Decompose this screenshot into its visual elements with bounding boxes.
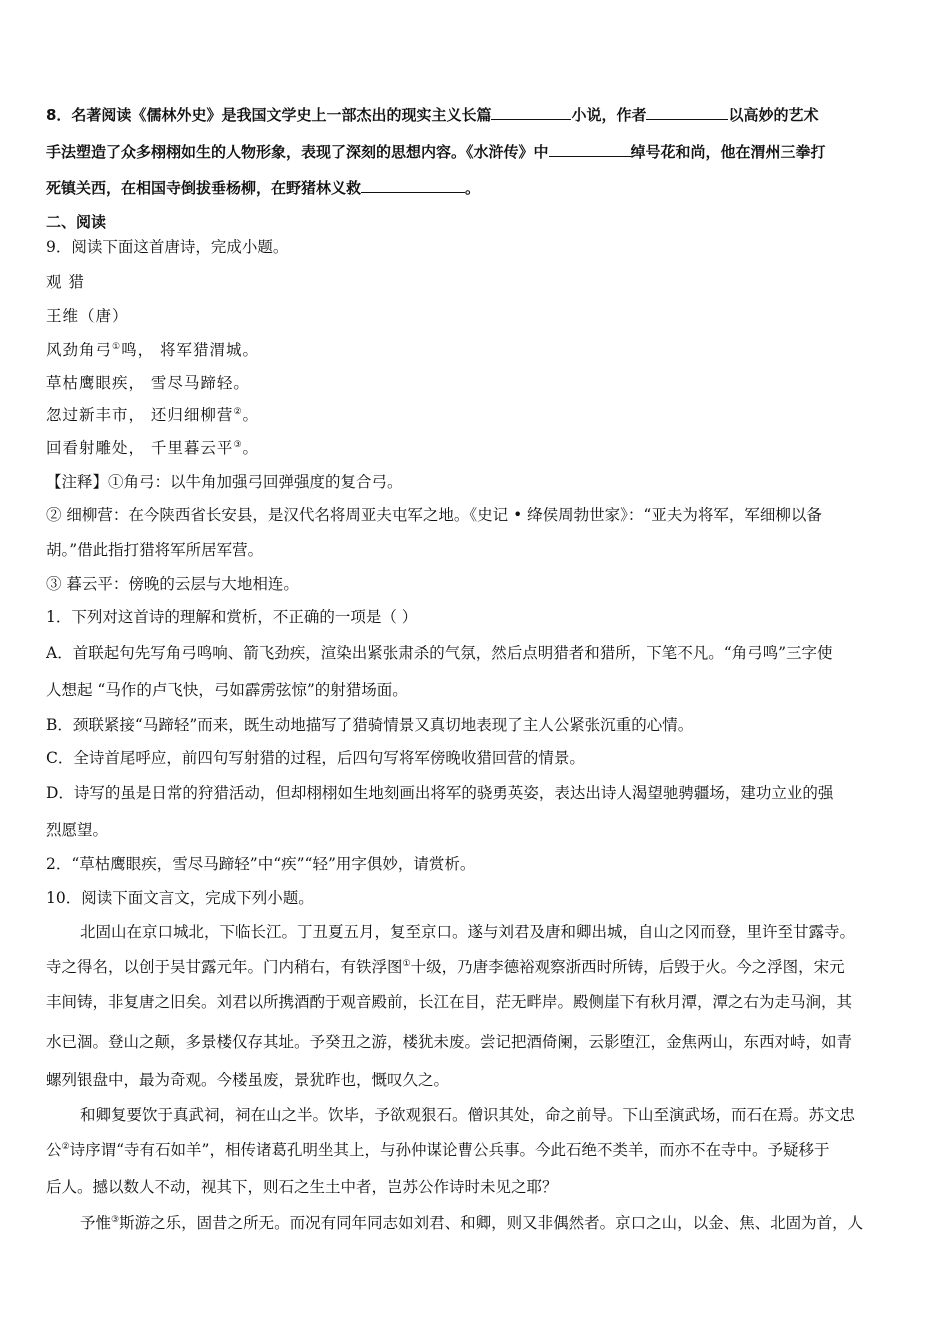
q8-text: 小说，作者 xyxy=(571,106,647,124)
q10-intro: 10．阅读下面文言文，完成下列小题。 xyxy=(46,889,314,907)
reading-text: 斯游之乐，固昔之所无。而况有同年同志如刘君、和卿，则又非偶然者。京口之山，以金、焦、北固为首，人 xyxy=(119,1214,864,1232)
reading-line: 螺列银盘中，最为奇观。今楼虽废，景犹昨也，慨叹久之。 xyxy=(46,1071,450,1089)
note-3: ③ 暮云平：傍晚的云层与大地相连。 xyxy=(46,575,299,593)
answer-blank[interactable] xyxy=(491,105,571,120)
option-a: A．首联起句先写角弓鸣响、箭飞劲疾，渲染出紧张肃杀的气氛，然后点明猎者和猎所，下笔不凡。“角弓鸣”三字使 xyxy=(46,644,833,662)
reading-line: 北固山在京口城北，下临长江。丁丑夏五月，复至京口。遂与刘君及唐和卿出城，自山之冈而登，里许至甘露寺。 xyxy=(80,923,856,941)
poem-line-2: 草枯鹰眼疾， 雪尽马蹄轻。 xyxy=(46,374,250,392)
reading-line xyxy=(46,1138,906,1160)
reading-line: 丰间铸，非复唐之旧矣。刘君以所携酒酌于观音殿前，长江在目，茫无畔岸。殿侧崖下有秋月潭，潭之右为走马涧，其 xyxy=(46,993,853,1011)
poem-author: 王维（唐） xyxy=(46,307,129,325)
q9-intro: 9．阅读下面这首唐诗，完成小题。 xyxy=(46,238,289,256)
answer-blank[interactable] xyxy=(361,178,465,193)
q8-line-1 xyxy=(46,104,906,125)
reading-text: 公 xyxy=(46,1141,62,1159)
q8-text: 手法塑造了众多栩栩如生的人物形象，表现了深刻的思想内容。《水浒传》中 xyxy=(46,143,549,161)
reading-line: 水已涸。登山之颠，多景楼仅存其址。予癸丑之游，楼犹未废。尝记把酒倚阑，云影堕江，金焦两山，东西对峙，如青 xyxy=(46,1033,853,1051)
subquestion-1: 1．下列对这首诗的理解和赏析，不正确的一项是（ ） xyxy=(46,608,418,626)
note-1: 【注释】①角弓：以牛角加强弓回弹强度的复合弓。 xyxy=(46,473,403,491)
poem-line-3 xyxy=(46,403,906,425)
answer-blank[interactable] xyxy=(646,105,728,120)
reading-line xyxy=(80,1211,906,1233)
option-c: C．全诗首尾呼应，前四句写射猎的过程，后四句写将军傍晚收猎回营的情景。 xyxy=(46,749,585,767)
footnote-mark: ③ xyxy=(233,439,243,450)
poem-title: 观 猎 xyxy=(46,273,85,291)
q8-line-2 xyxy=(46,141,906,162)
q8-line-3 xyxy=(46,177,906,198)
reading-line: 和卿复要饮于真武祠，祠在山之半。饮毕，予欲观狠石。僧识其处，命之前导。下山至演武场，而石在焉。苏文忠 xyxy=(80,1106,856,1124)
option-b: B．颈联紧接“马蹄轻”而来，既生动地描写了猎骑情景又真切地表现了主人公紧张沉重的心情。 xyxy=(46,716,694,734)
poem-line-1 xyxy=(46,338,906,360)
poem-text: 忽过新丰市， 还归细柳营 xyxy=(46,406,234,424)
footnote-mark: ② xyxy=(233,406,243,417)
q8-text: 绰号花和尚，他在渭州三拳打 xyxy=(630,143,826,161)
poem-text: 鸣， 将军猎渭城。 xyxy=(121,341,260,359)
option-a-cont: 人想起 “马作的卢飞快，弓如霹雳弦惊”的射猎场面。 xyxy=(46,681,408,699)
q8-text: 以高妙的艺术 xyxy=(728,106,819,124)
q8-text: 8．名著阅读《儒林外史》是我国文学史上一部杰出的现实主义长篇 xyxy=(46,106,492,124)
q8-text: 。 xyxy=(465,179,481,197)
reading-text: 予惟 xyxy=(80,1214,112,1232)
option-d-cont: 烈愿望。 xyxy=(46,821,109,839)
footnote-mark: ② xyxy=(61,1141,70,1152)
poem-line-4 xyxy=(46,436,906,458)
poem-text: 。 xyxy=(242,406,260,424)
note-2-cont: 胡。”借此指打猎将军所居军营。 xyxy=(46,541,264,559)
reading-line xyxy=(46,955,906,977)
option-d: D．诗写的虽是日常的狩猎活动，但却栩栩如生地刻画出将军的骁勇英姿，表达出诗人渴望驰骋疆场，建功立业的强 xyxy=(46,784,834,802)
reading-text: 寺之得名，以创于吴甘露元年。门内稍右，有铁浮图 xyxy=(46,958,403,976)
subquestion-2: 2．“草枯鹰眼疾，雪尽马蹄轻”中“疾”“轻”用字俱妙，请赏析。 xyxy=(46,855,476,873)
section-heading: 二、阅读 xyxy=(46,213,107,231)
reading-line: 后人。撼以数人不动，视其下，则石之生土中者，岂苏公作诗时未见之耶？ xyxy=(46,1178,558,1196)
note-2: ② 细柳营：在今陕西省长安县，是汉代名将周亚夫屯军之地。《史记 • 绛侯周勃世家》：“亚夫为将军，军细柳以备 xyxy=(46,506,822,524)
poem-text: 风劲角弓 xyxy=(46,341,113,359)
poem-text: 。 xyxy=(242,439,260,457)
poem-text: 回看射雕处， 千里暮云平 xyxy=(46,439,234,457)
footnote-mark: ③ xyxy=(111,1214,120,1225)
footnote-mark: ① xyxy=(402,958,411,969)
q8-text: 死镇关西，在相国寺倒拔垂杨柳，在野猪林义救 xyxy=(46,179,362,197)
footnote-mark: ① xyxy=(112,341,122,352)
reading-text: 诗序谓“寺有石如羊”，相传诸葛孔明坐其上，与孙仲谋论曹公兵事。今此石绝不类羊，而亦不在寺中。予疑移于 xyxy=(69,1141,830,1159)
answer-blank[interactable] xyxy=(549,142,631,157)
reading-text: 十级，乃唐李德裕观察浙西时所铸，后毁于火。今之浮图，宋元 xyxy=(410,958,845,976)
